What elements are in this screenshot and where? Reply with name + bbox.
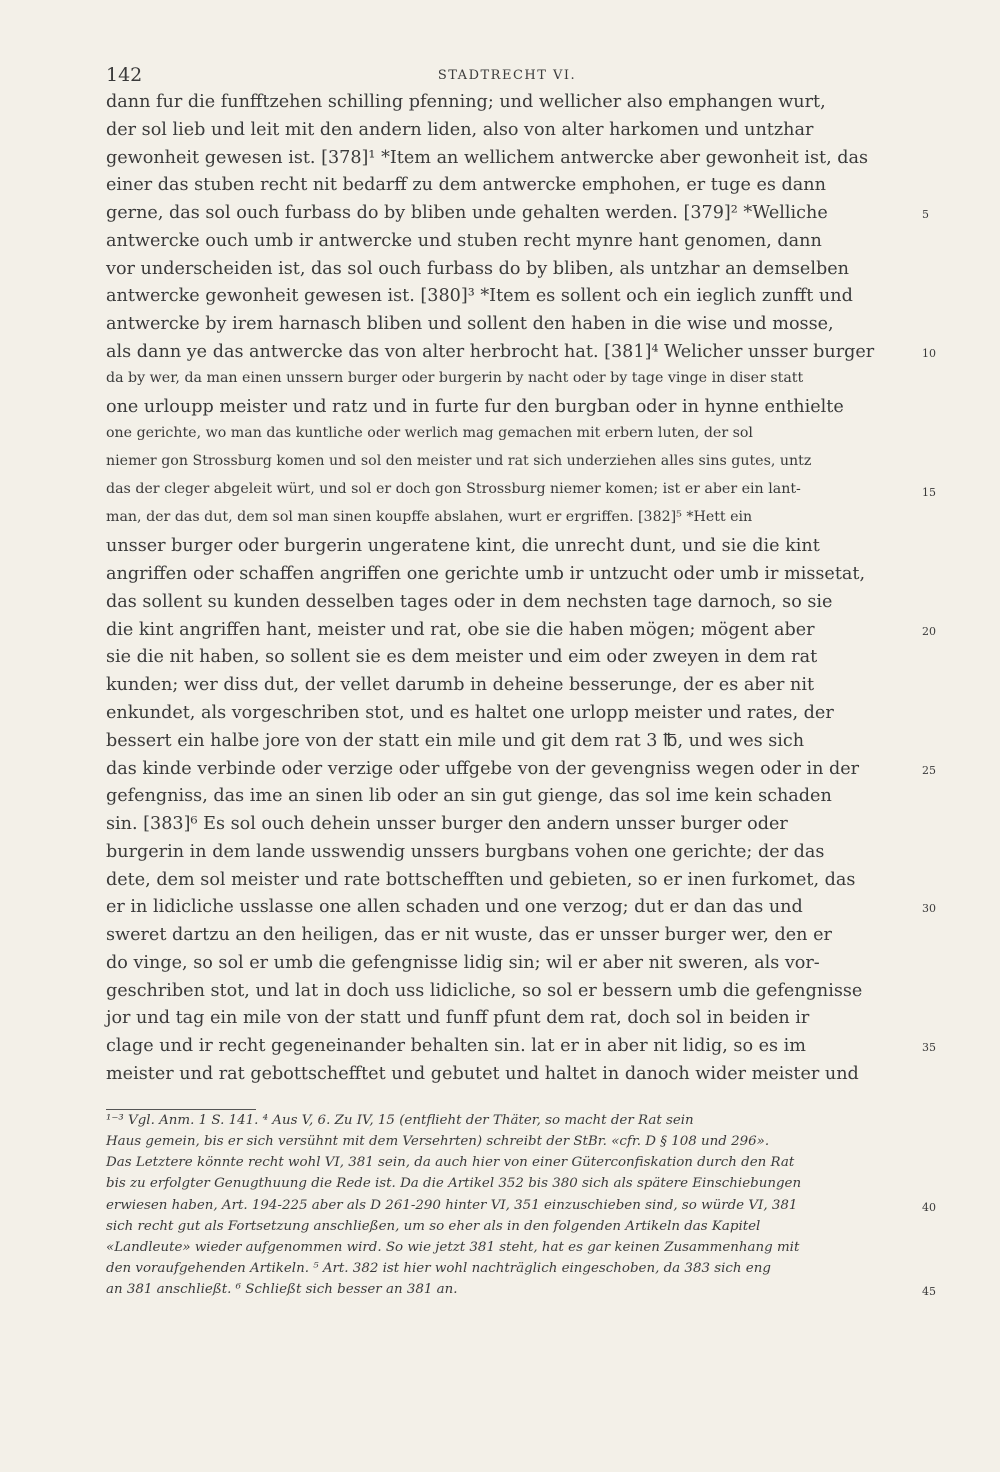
text-line: angriffen oder schaffen angriffen one gerichte umb ir untzucht oder umb ir missetat, [106,564,866,585]
text-line: burgerin in dem lande usswendig unssers burgbans vohen one gerichte; der das [106,841,825,862]
text-line: one gerichte, wo man das kuntliche oder werlich mag gemachen mit erbern luten, der sol [106,425,753,442]
text-line: man, der das dut, dem sol man sinen koupffe abslahen, wurt er ergriffen. [382]⁵ *Hett ein [106,508,753,525]
text-line: antwercke by irem harnasch bliben und sollent den haben in die wise und mosse, [106,314,834,335]
text-line: do vinge, so sol er umb die gefengnisse lidig sin; wil er aber nit sweren, als vor- [106,952,820,973]
text-line: gerne, das sol ouch furbass do by bliben unde gehalten werden. [379]² *Welliche [106,203,828,224]
line-number: 10 [922,346,936,360]
footnote-line: sich recht gut als Fortsetzung anschließen, um so eher als in den folgenden Artikeln das Kapitel [106,1218,761,1234]
text-line: da by wer, da man einen unssern burger oder burgerin by nacht oder by tage vinge in diser statt [106,369,804,386]
text-line: vor underscheiden ist, das sol ouch furbass do by bliben, als untzhar an demselben [106,258,849,279]
text-line: antwercke ouch umb ir antwercke und stuben recht mynre hant genomen, dann [106,230,822,251]
line-number: 20 [922,624,936,638]
text-line: antwercke gewonheit gewesen ist. [380]³ *Item es sollent och ein ieglich zunfft und [106,286,853,307]
text-line: dete, dem sol meister und rate bottschefften und gebieten, so er inen furkomet, das [106,869,856,890]
footnote-line: «Landleute» wieder aufgenommen wird. So wie jetzt 381 steht, hat es gar keinen Zusammenhang mit [106,1239,800,1255]
running-title: STADTRECHT VI. [437,68,577,83]
text-line: clage und ir recht gegeneinander behalten sin. lat er in aber nit lidig, so es im [106,1036,806,1057]
footnote-line: Das Letztere könnte recht wohl VI, 381 sein, da auch hier von einer Güterconfiskation durch den Rat [106,1155,795,1171]
text-line: enkundet, als vorgeschriben stot, und es haltet one urlopp meister und rates, der [106,702,834,723]
line-number: 5 [922,208,929,222]
text-line: das der cleger abgeleit würt, und sol er doch gon Strossburg niemer komen; ist er aber ein lant- [106,480,801,497]
text-line: als dann ye das antwercke das von alter herbrocht hat. [381]⁴ Welicher unsser burger [106,341,875,362]
text-line: einer das stuben recht nit bedarff zu dem antwercke emphohen, er tuge es dann [106,175,826,196]
text-line: dann fur die funfftzehen schilling pfenning; und wellicher also emphangen wurt, [106,92,826,112]
text-line: gefengniss, das ime an sinen lib oder an sin gut gienge, das sol ime kein schaden [106,786,832,807]
text-line: kunden; wer diss dut, der vellet darumb in deheine besserunge, der es aber nit [106,675,815,696]
text-line: jor und tag ein mile von der statt und funff pfunt dem rat, doch sol in beiden ir [106,1008,810,1029]
footnote-line: an 381 anschließt. ⁶ Schließt sich besser an 381 an. [106,1282,458,1297]
text-line: das sollent su kunden desselben tages oder in dem nechsten tage darnoch, so sie [106,591,833,612]
text-line: das kinde verbinde oder verzige oder uffgebe von der gevengniss wegen oder in der [106,758,860,779]
line-number: 30 [922,902,936,916]
text-line: unsser burger oder burgerin ungeratene kint, die unrecht dunt, und sie die kint [106,536,820,557]
text-line: gewonheit gewesen ist. [378]¹ *Item an wellichem antwercke aber gewonheit ist, das [106,147,869,168]
text-line: one urloupp meister und ratz und in furte fur den burgban oder in hynne enthielte [106,397,844,418]
line-number: 15 [922,485,936,499]
line-number: 25 [922,763,936,777]
line-number: 40 [922,1200,936,1214]
page-header [106,64,908,88]
page-number: 142 [106,64,143,86]
text-line: bessert ein halbe jore von der statt ein mile und git dem rat 3 ℔, und wes sich [106,730,805,751]
footnote-line: ¹⁻³ Vgl. Anm. 1 S. 141. ⁴ Aus V, 6. Zu IV, 15 (entflieht der Thäter, so macht der Rat sein [106,1113,694,1128]
text-line: geschriben stot, und lat in doch uss lidicliche, so sol er bessern umb die gefengnisse [106,980,863,1001]
footnote-rule [106,1109,256,1110]
text-line: die kint angriffen hant, meister und rat, obe sie die haben mögen; mögent aber [106,619,815,640]
footnote-line: erwiesen haben, Art. 194-225 aber als D 261-290 hinter VI, 351 einzuschieben sind, so würde VI, 381 [106,1197,798,1213]
text-line: sin. [383]⁶ Es sol ouch dehein unsser burger den andern unsser burger oder [106,814,788,835]
footnote-line: bis zu erfolgter Genugthuung die Rede ist. Da die Artikel 352 bis 380 sich als spätere Einschiebungen [106,1176,802,1192]
text-line: der sol lieb und leit mit den andern liden, also von alter harkomen und untzhar [106,119,814,140]
text-line: meister und rat gebottschefftet und gebutet und haltet in danoch wider meister und [106,1064,859,1084]
line-number: 45 [922,1285,936,1298]
text-line: er in lidicliche usslasse one allen schaden und one verzog; dut er dan das und [106,897,803,918]
footnote-line: Haus gemein, bis er sich versühnt mit dem Versehrten) schreibt der StBr. «cfr. D § 108 und 296». [106,1134,770,1150]
line-number: 35 [922,1041,936,1055]
text-line: sweret dartzu an den heiligen, das er nit wuste, das er unsser burger wer, den er [106,925,832,946]
footnote-line: den voraufgehenden Artikeln. ⁵ Art. 382 ist hier wohl nachträglich eingeschoben, da 383 sich eng [106,1260,771,1276]
text-line: niemer gon Strossburg komen und sol den meister und rat sich underziehen alles sins gutes, untz [106,453,812,470]
text-line: sie die nit haben, so sollent sie es dem meister und eim oder zweyen in dem rat [106,647,818,668]
